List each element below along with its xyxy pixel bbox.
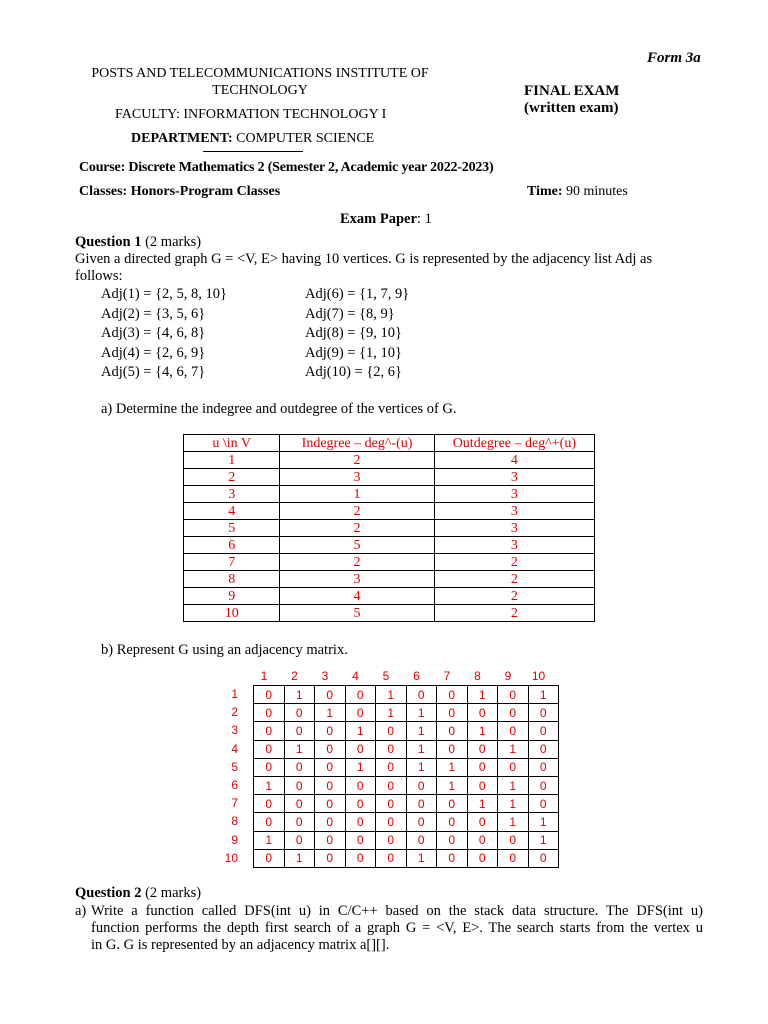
matrix-cell: 0	[254, 795, 285, 813]
matrix-column-header: 6	[413, 669, 420, 683]
department-label: DEPARTMENT:	[131, 131, 233, 146]
matrix-cell: 1	[406, 849, 437, 867]
faculty-line	[115, 107, 386, 123]
matrix-cell: 0	[437, 831, 468, 849]
matrix-cell: 1	[406, 740, 437, 758]
matrix-cell: 0	[345, 849, 376, 867]
matrix-row	[254, 740, 559, 758]
matrix-cell: 0	[315, 776, 346, 794]
degree-table-header-cell: Outdegree – deg^+(u)	[434, 435, 594, 452]
degree-table-row	[184, 469, 595, 486]
degree-table-cell: 1	[184, 452, 280, 469]
matrix-cell: 1	[467, 722, 498, 740]
matrix-cell: 0	[467, 758, 498, 776]
matrix-row	[254, 686, 559, 704]
matrix-cell: 1	[376, 704, 407, 722]
matrix-cell: 0	[437, 795, 468, 813]
matrix-cell: 0	[467, 813, 498, 831]
matrix-cell: 1	[376, 686, 407, 704]
matrix-row	[254, 722, 559, 740]
matrix-cell: 0	[284, 722, 315, 740]
question1-title: Question 1	[75, 234, 142, 250]
faculty-value: INFORMATION TECHNOLOGY I	[183, 107, 387, 122]
adj-list-entry: Adj(10) = {2, 6}	[305, 364, 403, 380]
matrix-cell: 1	[498, 740, 529, 758]
matrix-cell: 0	[345, 686, 376, 704]
degree-table-header-row	[184, 435, 595, 452]
matrix-cell: 0	[376, 776, 407, 794]
matrix-row-header: 10	[224, 850, 238, 865]
question1-intro-line2: follows:	[75, 268, 123, 284]
matrix-cell: 0	[406, 776, 437, 794]
degree-table-cell: 5	[280, 537, 434, 554]
question2-heading	[75, 885, 201, 902]
matrix-cell: 0	[315, 758, 346, 776]
matrix-cell: 0	[315, 795, 346, 813]
question1-intro-line1: Given a directed graph G = <V, E> having 10 vertices. G is represented by the adjacency list Adj as	[75, 251, 653, 267]
degree-table-cell: 2	[280, 520, 434, 537]
matrix-cell: 0	[315, 740, 346, 758]
matrix-row-header: 2	[231, 705, 238, 720]
degree-table-cell: 3	[434, 537, 594, 554]
matrix-cell: 1	[528, 831, 559, 849]
matrix-cell: 0	[254, 722, 285, 740]
matrix-row-header: 1	[231, 687, 238, 701]
question2-part-a-line3: in G. G is represented by an adjacency matrix a[][].	[91, 937, 390, 953]
matrix-cell: 0	[376, 758, 407, 776]
faculty-label: FACULTY:	[115, 107, 180, 122]
matrix-row-header: 5	[231, 759, 238, 774]
degree-table-cell: 2	[434, 588, 594, 605]
question2-marks: (2 marks)	[145, 885, 202, 901]
matrix-row	[254, 813, 559, 831]
matrix-cell: 0	[315, 849, 346, 867]
matrix-cell: 0	[254, 704, 285, 722]
degree-table-cell: 9	[184, 588, 280, 605]
matrix-cell: 0	[467, 740, 498, 758]
degree-table	[183, 434, 595, 622]
matrix-cell: 0	[437, 849, 468, 867]
matrix-cell: 0	[528, 722, 559, 740]
department-line	[131, 131, 374, 147]
exam-paper-line	[340, 211, 432, 228]
degree-table-header-cell: u \in V	[184, 435, 280, 452]
matrix-cell: 1	[315, 704, 346, 722]
adj-list-entry: Adj(6) = {1, 7, 9}	[305, 286, 410, 302]
matrix-column-header: 5	[382, 669, 390, 683]
matrix-cell: 0	[315, 813, 346, 831]
institute-name-line2: TECHNOLOGY	[212, 83, 308, 98]
time-line	[527, 184, 628, 200]
matrix-column-header: 1	[260, 669, 268, 683]
matrix-cell: 0	[467, 704, 498, 722]
adj-list-entry: Adj(1) = {2, 5, 8, 10}	[101, 286, 228, 302]
degree-table-header-cell: Indegree – deg^-(u)	[280, 435, 434, 452]
matrix-cell: 0	[467, 776, 498, 794]
matrix-cell: 0	[315, 831, 346, 849]
adj-list-entry: Adj(4) = {2, 6, 9}	[101, 344, 206, 361]
degree-table-cell: 1	[280, 486, 434, 503]
degree-table-cell: 5	[280, 605, 434, 622]
question2-title: Question 2	[75, 885, 142, 901]
adjacency-list-left	[101, 285, 227, 383]
matrix-cell: 1	[284, 686, 315, 704]
degree-table-cell: 2	[280, 452, 434, 469]
matrix-cell: 0	[528, 776, 559, 794]
matrix-cell: 0	[284, 776, 315, 794]
matrix-row-header: 6	[231, 778, 238, 792]
matrix-row-header: 7	[231, 796, 238, 811]
degree-table-cell: 2	[434, 605, 594, 622]
matrix-cell: 0	[498, 831, 529, 849]
matrix-cell: 1	[254, 831, 285, 849]
matrix-cell: 0	[437, 740, 468, 758]
matrix-cell: 0	[376, 722, 407, 740]
exam-title: FINAL EXAM	[524, 83, 620, 99]
matrix-cell: 0	[254, 758, 285, 776]
classes-line: Classes: Honors-Program Classes	[79, 184, 281, 199]
question1-heading	[75, 234, 201, 251]
degree-table-cell: 3	[434, 486, 594, 503]
matrix-row	[254, 795, 559, 813]
matrix-row	[254, 758, 559, 776]
degree-table-cell: 3	[434, 469, 594, 486]
matrix-cell: 0	[376, 813, 407, 831]
adj-list-entry: Adj(5) = {4, 6, 7}	[101, 364, 206, 380]
matrix-cell: 0	[528, 758, 559, 776]
matrix-column-header: 7	[443, 669, 451, 683]
question2-part-a-line2: function performs the depth first search of a graph G = <V, E>. The search starts from the vertex u	[91, 920, 703, 936]
time-label: Time:	[527, 184, 563, 199]
matrix-cell: 0	[254, 686, 285, 704]
matrix-column-header: 2	[291, 669, 298, 683]
degree-table-cell: 3	[280, 571, 434, 588]
matrix-row-header: 9	[231, 832, 238, 847]
matrix-cell: 0	[345, 831, 376, 849]
matrix-cell: 1	[345, 722, 376, 740]
degree-table-cell: 2	[184, 469, 280, 486]
matrix-column-header: 9	[504, 669, 512, 683]
degree-table-row	[184, 554, 595, 571]
matrix-cell: 0	[345, 704, 376, 722]
matrix-cell: 0	[528, 849, 559, 867]
question1-part-b: b) Represent G using an adjacency matrix.	[101, 642, 348, 658]
matrix-cell: 0	[467, 849, 498, 867]
matrix-cell: 1	[528, 686, 559, 704]
matrix-row-header: 4	[231, 741, 238, 756]
matrix-row	[254, 849, 559, 867]
degree-table-row	[184, 588, 595, 605]
matrix-cell: 0	[406, 686, 437, 704]
degree-table-row	[184, 520, 595, 537]
question2-part-a-prefix: a)	[75, 903, 87, 919]
matrix-cell: 0	[284, 795, 315, 813]
matrix-cell: 0	[467, 831, 498, 849]
adj-list-entry: Adj(3) = {4, 6, 8}	[101, 325, 206, 341]
matrix-cell: 0	[345, 776, 376, 794]
matrix-column-header: 10	[531, 669, 546, 683]
degree-table-cell: 5	[184, 520, 280, 537]
degree-table-cell: 4	[184, 503, 280, 520]
degree-table-cell: 10	[184, 605, 280, 622]
matrix-cell: 0	[498, 849, 529, 867]
matrix-cell: 0	[528, 795, 559, 813]
adj-list-entry: Adj(9) = {1, 10}	[305, 344, 403, 361]
matrix-cell: 0	[284, 758, 315, 776]
matrix-cell: 1	[284, 740, 315, 758]
exam-paper-label: Exam Paper	[340, 211, 417, 227]
matrix-cell: 0	[315, 722, 346, 740]
institute-name-line1: POSTS AND TELECOMMUNICATIONS INSTITUTE OF	[91, 66, 429, 81]
degree-table-cell: 8	[184, 571, 280, 588]
time-value: 90 minutes	[566, 184, 628, 199]
degree-table-cell: 2	[280, 503, 434, 520]
matrix-cell: 0	[315, 686, 346, 704]
matrix-cell: 1	[467, 686, 498, 704]
matrix-cell: 0	[284, 704, 315, 722]
matrix-cell: 0	[528, 704, 559, 722]
degree-table-row	[184, 537, 595, 554]
degree-table-row	[184, 452, 595, 469]
matrix-cell: 1	[406, 722, 437, 740]
degree-table-cell: 6	[184, 537, 280, 554]
adjacency-matrix	[253, 685, 559, 868]
matrix-cell: 0	[345, 740, 376, 758]
matrix-row-header: 8	[231, 814, 238, 829]
exam-paper-value: : 1	[416, 211, 432, 227]
matrix-cell: 0	[406, 795, 437, 813]
matrix-cell: 0	[498, 686, 529, 704]
matrix-cell: 1	[528, 813, 559, 831]
degree-table-cell: 2	[280, 554, 434, 571]
matrix-cell: 0	[406, 813, 437, 831]
matrix-cell: 1	[498, 795, 529, 813]
form-label: Form 3a	[647, 50, 701, 66]
matrix-cell: 1	[406, 758, 437, 776]
question1-marks: (2 marks)	[145, 234, 202, 250]
matrix-cell: 0	[284, 831, 315, 849]
matrix-cell: 0	[254, 740, 285, 758]
matrix-cell: 0	[437, 813, 468, 831]
exam-subtitle: (written exam)	[524, 100, 619, 116]
matrix-cell: 0	[406, 831, 437, 849]
matrix-cell: 0	[376, 795, 407, 813]
matrix-cell: 0	[498, 722, 529, 740]
matrix-cell: 0	[376, 849, 407, 867]
degree-table-cell: 2	[434, 571, 594, 588]
department-value: COMPUTER SCIENCE	[236, 131, 375, 146]
question1-part-a: a) Determine the indegree and outdegree of the vertices of G.	[101, 401, 457, 417]
adj-list-entry: Adj(2) = {3, 5, 6}	[101, 305, 206, 322]
matrix-cell: 0	[376, 740, 407, 758]
degree-table-row	[184, 605, 595, 622]
degree-table-cell: 3	[434, 503, 594, 520]
matrix-cell: 0	[345, 813, 376, 831]
degree-table-cell: 3	[434, 520, 594, 537]
matrix-column-header: 4	[352, 669, 359, 683]
degree-table-row	[184, 503, 595, 520]
matrix-row	[254, 776, 559, 794]
adj-list-entry: Adj(8) = {9, 10}	[305, 325, 403, 341]
matrix-cell: 1	[467, 795, 498, 813]
question2-part-a-line1: Write a function called DFS(int u) in C/C++ based on the stack data structure. The DFS(int u)	[91, 903, 703, 919]
matrix-cell: 0	[254, 849, 285, 867]
degree-table-cell: 3	[280, 469, 434, 486]
matrix-column-header: 8	[474, 669, 481, 683]
matrix-cell: 1	[284, 849, 315, 867]
matrix-cell: 1	[498, 776, 529, 794]
matrix-cell: 1	[437, 758, 468, 776]
degree-table-row	[184, 571, 595, 588]
matrix-row	[254, 831, 559, 849]
degree-table-row	[184, 486, 595, 503]
adjacency-list-right	[305, 285, 409, 383]
matrix-cell: 0	[254, 813, 285, 831]
course-line: Course: Discrete Mathematics 2 (Semester 2, Academic year 2022-2023)	[79, 160, 494, 175]
degree-table-cell: 2	[434, 554, 594, 571]
degree-table-cell: 4	[280, 588, 434, 605]
matrix-cell: 1	[437, 776, 468, 794]
matrix-cell: 0	[498, 704, 529, 722]
matrix-cell: 0	[437, 686, 468, 704]
matrix-cell: 0	[345, 795, 376, 813]
degree-table-cell: 4	[434, 452, 594, 469]
degree-table-cell: 7	[184, 554, 280, 571]
header-underline	[203, 151, 303, 152]
matrix-cell: 1	[498, 813, 529, 831]
matrix-cell: 0	[528, 740, 559, 758]
matrix-cell: 1	[254, 776, 285, 794]
matrix-cell: 0	[498, 758, 529, 776]
matrix-cell: 0	[437, 722, 468, 740]
matrix-cell: 1	[345, 758, 376, 776]
matrix-cell: 0	[437, 704, 468, 722]
matrix-row-header: 3	[231, 723, 238, 738]
adj-list-entry: Adj(7) = {8, 9}	[305, 305, 395, 322]
matrix-cell: 0	[284, 813, 315, 831]
matrix-cell: 1	[406, 704, 437, 722]
matrix-cell: 0	[376, 831, 407, 849]
matrix-row	[254, 704, 559, 722]
degree-table-cell: 3	[184, 486, 280, 503]
matrix-column-header: 3	[321, 669, 329, 683]
